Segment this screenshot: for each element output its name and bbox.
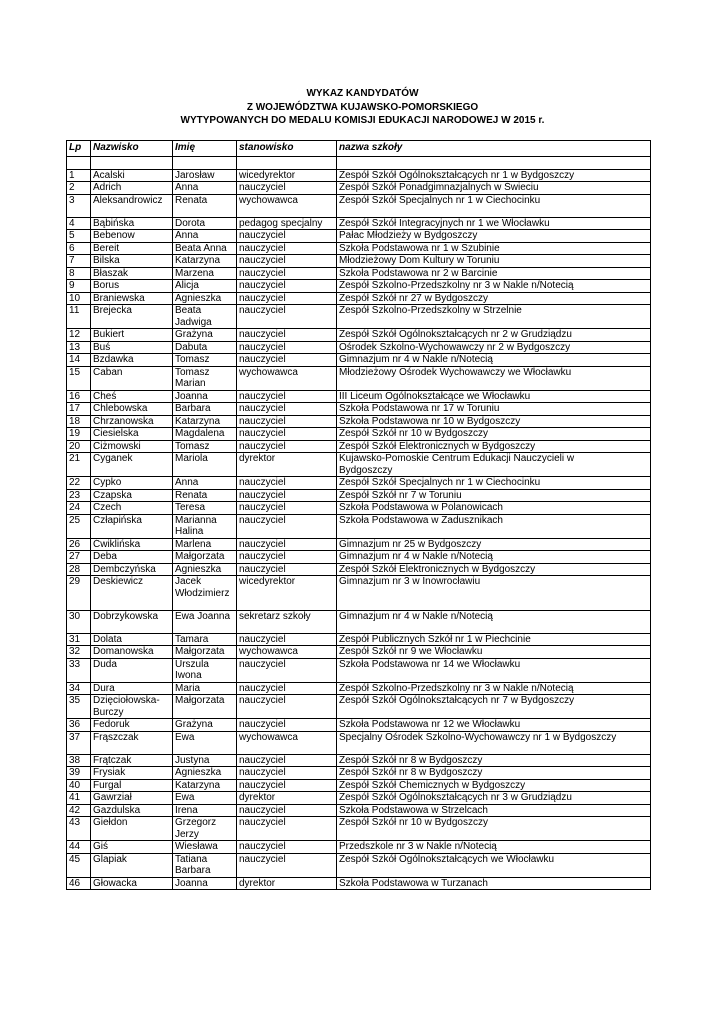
document-header [0,87,725,128]
header-line-2: Z WOJEWÓDZTWA KUJAWSKO-POMORSKIEGO [246,101,479,113]
cell-nazwa-szkoly: Zespół Szkół Specjalnych nr 1 w Ciechocinku [337,477,651,490]
table-row [67,646,651,659]
cell-stanowisko: nauczyciel [237,329,337,342]
cell-nazwa-szkoly: Zespół Szkół nr 8 w Bydgoszczy [337,754,651,767]
cell-stanowisko: sekretarz szkoły [237,610,337,633]
cell-nazwa-szkoly: Gimnazjum nr 25 w Bydgoszczy [337,538,651,551]
column-header-nazwisko: Nazwisko [91,141,173,157]
cell-nazwa-szkoly: Młodzieżowy Dom Kultury w Toruniu [337,255,651,268]
cell-nazwa-szkoly: Zespół Szkolno-Przedszkolny nr 3 w Nakle n/Notecią [337,682,651,695]
cell-nazwa-szkoly: Zespół Szkolno-Przedszkolny nr 3 w Nakle n/Notecią [337,280,651,293]
cell-lp: 2 [67,182,91,195]
cell-nazwa-szkoly: Zespół Publicznych Szkół nr 1 w Piechcinie [337,633,651,646]
cell-nazwisko: Bzdawka [91,354,173,367]
cell-imie: Jarosław [173,169,237,182]
cell-stanowisko: nauczyciel [237,280,337,293]
cell-imie: Agnieszka [173,292,237,305]
cell-stanowisko: nauczyciel [237,242,337,255]
cell-nazwisko: Ciesielska [91,428,173,441]
cell-lp: 17 [67,403,91,416]
table-row [67,633,651,646]
cell-imie: Katarzyna [173,415,237,428]
cell-nazwisko: Borus [91,280,173,293]
cell-lp: 44 [67,841,91,854]
cell-nazwisko: Buś [91,341,173,354]
cell-nazwa-szkoly: Gimnazjum nr 4 w Nakle n/Notecią [337,610,651,633]
cell-nazwa-szkoly: Gimnazjum nr 4 w Nakle n/Notecią [337,354,651,367]
cell-stanowisko: nauczyciel [237,477,337,490]
cell-nazwisko: Brejecka [91,305,173,329]
cell-nazwa-szkoly: Zespół Szkolno-Przedszkolny w Strzelnie [337,305,651,329]
cell-stanowisko: nauczyciel [237,658,337,682]
cell-lp: 15 [67,366,91,390]
table-row [67,354,651,367]
cell-lp: 43 [67,817,91,841]
cell-stanowisko: pedagog specjalny [237,217,337,230]
table-row [67,255,651,268]
cell-nazwisko: Glapiak [91,853,173,877]
cell-lp: 32 [67,646,91,659]
cell-lp: 8 [67,267,91,280]
cell-nazwisko: Aleksandrowicz [91,194,173,217]
cell-imie: Agnieszka [173,767,237,780]
table-row [67,415,651,428]
cell-imie: Joanna [173,390,237,403]
cell-stanowisko: nauczyciel [237,779,337,792]
cell-nazwisko: Cyganek [91,453,173,477]
cell-nazwisko: Chrzanowska [91,415,173,428]
cell-nazwisko: Dura [91,682,173,695]
cell-nazwisko: Ćwiklińska [91,538,173,551]
cell-nazwisko: Giś [91,841,173,854]
table-row [67,658,651,682]
cell-imie: Marianna Halina [173,514,237,538]
cell-lp: 21 [67,453,91,477]
cell-imie: Ewa [173,731,237,754]
cell-lp: 26 [67,538,91,551]
cell-imie: Tamara [173,633,237,646]
cell-imie: Magdalena [173,428,237,441]
cell-nazwisko: Dobrzykowska [91,610,173,633]
cell-imie: Beata Anna [173,242,237,255]
table-row [67,477,651,490]
cell-nazwa-szkoly: Szkoła Podstawowa nr 10 w Bydgoszczy [337,415,651,428]
table-row [67,428,651,441]
cell-stanowisko: nauczyciel [237,817,337,841]
cell-nazwa-szkoly: Młodzieżowy Ośrodek Wychowawczy we Włocławku [337,366,651,390]
cell-lp: 20 [67,440,91,453]
cell-nazwisko: Frątczak [91,754,173,767]
cell-imie: Barbara [173,403,237,416]
cell-stanowisko: wychowawca [237,646,337,659]
cell-nazwa-szkoly: Zespół Szkół Elektronicznych w Bydgoszczy [337,563,651,576]
cell-stanowisko: nauczyciel [237,551,337,564]
cell-imie: Joanna [173,877,237,890]
cell-nazwa-szkoly: Zespół Szkół Integracyjnych nr 1 we Włocławku [337,217,651,230]
header-line-1: WYKAZ KANDYDATÓW [306,88,419,99]
cell-nazwa-szkoly: Szkoła Podstawowa w Zadusznikach [337,514,651,538]
cell-nazwisko: Giełdon [91,817,173,841]
cell-stanowisko: nauczyciel [237,354,337,367]
cell-stanowisko: nauczyciel [237,440,337,453]
table-body [67,157,651,890]
table-row [67,217,651,230]
table-row [67,719,651,732]
cell-nazwisko: Bukiert [91,329,173,342]
table-spacer-row [67,157,651,170]
cell-lp: 19 [67,428,91,441]
cell-lp: 11 [67,305,91,329]
cell-nazwisko: Frysiak [91,767,173,780]
cell-nazwisko: Bilska [91,255,173,268]
table-row [67,792,651,805]
cell-nazwa-szkoly: Szkoła Podstawowa w Polanowicach [337,502,651,515]
cell-nazwa-szkoly: Zespół Szkół nr 9 we Włocławku [337,646,651,659]
cell-nazwa-szkoly: Zespół Szkół Ponadgimnazjalnych w Świeciu [337,182,651,195]
cell-nazwa-szkoly: Zespół Szkół Ogólnokształcących nr 7 w Bydgoszczy [337,695,651,719]
table-row [67,502,651,515]
column-header-imie: Imię [173,141,237,157]
cell-nazwisko: Caban [91,366,173,390]
cell-lp: 6 [67,242,91,255]
cell-lp: 34 [67,682,91,695]
cell-nazwa-szkoly: Zespół Szkół nr 7 w Toruniu [337,489,651,502]
table-row [67,341,651,354]
cell-imie: Marzena [173,267,237,280]
cell-nazwisko: Gazdulska [91,804,173,817]
cell-stanowisko: wychowawca [237,194,337,217]
cell-stanowisko: nauczyciel [237,754,337,767]
header-line-3: WYTYPOWANYCH DO MEDALU KOMISJI EDUKACJI NARODOWEJ W 2015 r. [180,115,545,126]
cell-stanowisko: nauczyciel [237,292,337,305]
cell-imie: Małgorzata [173,695,237,719]
table-row [67,305,651,329]
table-row [67,280,651,293]
cell-lp: 13 [67,341,91,354]
cell-stanowisko: dyrektor [237,453,337,477]
table-row [67,754,651,767]
cell-nazwisko: Czech [91,502,173,515]
cell-nazwisko: Chlebowska [91,403,173,416]
cell-imie: Renata [173,489,237,502]
cell-nazwisko: Gawrział [91,792,173,805]
table-row [67,841,651,854]
cell-stanowisko: dyrektor [237,877,337,890]
cell-stanowisko: nauczyciel [237,230,337,243]
cell-imie: Tomasz Marian [173,366,237,390]
cell-imie: Teresa [173,502,237,515]
cell-nazwa-szkoly: Przedszkole nr 3 w Nakle n/Notecią [337,841,651,854]
cell-nazwa-szkoly: Zespół Szkół Ogólnokształcących nr 3 w Grudziądzu [337,792,651,805]
cell-stanowisko: nauczyciel [237,633,337,646]
cell-lp: 41 [67,792,91,805]
cell-stanowisko: nauczyciel [237,255,337,268]
cell-nazwa-szkoly: Szkoła Podstawowa nr 2 w Barcinie [337,267,651,280]
table-row [67,779,651,792]
table-row [67,329,651,342]
cell-lp: 7 [67,255,91,268]
cell-nazwa-szkoly: Zespół Szkół nr 10 w Bydgoszczy [337,817,651,841]
cell-lp: 14 [67,354,91,367]
cell-nazwisko: Błaszak [91,267,173,280]
cell-stanowisko: nauczyciel [237,502,337,515]
table-row [67,551,651,564]
cell-lp: 23 [67,489,91,502]
table-row [67,366,651,390]
cell-nazwa-szkoly: Szkoła Podstawowa nr 1 w Szubinie [337,242,651,255]
cell-nazwa-szkoly: Zespół Szkół nr 8 w Bydgoszczy [337,767,651,780]
cell-nazwisko: Głowacka [91,877,173,890]
cell-lp: 22 [67,477,91,490]
cell-lp: 29 [67,576,91,611]
cell-nazwisko: Furgal [91,779,173,792]
cell-stanowisko: nauczyciel [237,841,337,854]
cell-imie: Grażyna [173,719,237,732]
cell-stanowisko: nauczyciel [237,804,337,817]
cell-stanowisko: nauczyciel [237,390,337,403]
cell-lp: 10 [67,292,91,305]
cell-imie: Irena [173,804,237,817]
cell-nazwa-szkoly: Zespół Szkół nr 27 w Bydgoszczy [337,292,651,305]
cell-nazwa-szkoly: Zespół Szkół Ogólnokształcących nr 1 w Bydgoszczy [337,169,651,182]
cell-stanowisko: nauczyciel [237,563,337,576]
cell-nazwisko: Dembczyńska [91,563,173,576]
cell-nazwisko: Frąszczak [91,731,173,754]
cell-nazwisko: Dzięciołowska- Burczy [91,695,173,719]
cell-lp: 28 [67,563,91,576]
cell-imie: Jacek Włodzimierz [173,576,237,611]
cell-stanowisko: nauczyciel [237,695,337,719]
table-row [67,230,651,243]
cell-nazwa-szkoly: Gimnazjum nr 4 w Nakle n/Notecią [337,551,651,564]
cell-imie: Maria [173,682,237,695]
cell-imie: Katarzyna [173,255,237,268]
table-row [67,267,651,280]
table-row [67,731,651,754]
table-row [67,563,651,576]
cell-nazwisko: Deba [91,551,173,564]
cell-imie: Tomasz [173,354,237,367]
cell-lp: 45 [67,853,91,877]
cell-imie: Małgorzata [173,551,237,564]
cell-stanowisko: nauczyciel [237,182,337,195]
cell-lp: 31 [67,633,91,646]
column-header-stanowisko: stanowisko [237,141,337,157]
table-row [67,242,651,255]
cell-nazwisko: Deskiewicz [91,576,173,611]
table-row [67,877,651,890]
cell-nazwa-szkoly: Szkoła Podstawowa w Strzelcach [337,804,651,817]
table-row [67,169,651,182]
cell-nazwisko: Cheś [91,390,173,403]
cell-nazwisko: Bebenow [91,230,173,243]
cell-nazwisko: Adrich [91,182,173,195]
cell-stanowisko: nauczyciel [237,489,337,502]
cell-nazwa-szkoly: Zespół Szkół Ogólnokształcących nr 2 w Grudziądzu [337,329,651,342]
cell-stanowisko: nauczyciel [237,403,337,416]
table-row [67,514,651,538]
cell-nazwisko: Ciżmowski [91,440,173,453]
table-header-row [67,141,651,157]
cell-nazwisko: Fedoruk [91,719,173,732]
cell-nazwa-szkoly: Zespół Szkół Specjalnych nr 1 w Ciechocinku [337,194,651,217]
cell-lp: 27 [67,551,91,564]
cell-imie: Grzegorz Jerzy [173,817,237,841]
cell-stanowisko: nauczyciel [237,682,337,695]
cell-stanowisko: wychowawca [237,366,337,390]
cell-nazwa-szkoly: Szkoła Podstawowa nr 14 we Włocławku [337,658,651,682]
cell-nazwa-szkoly: Zespół Szkół Elektronicznych w Bydgoszczy [337,440,651,453]
column-header-nazwa-szkoly: nazwa szkoły [337,141,651,157]
cell-nazwa-szkoly: Zespół Szkół nr 10 w Bydgoszczy [337,428,651,441]
cell-stanowisko: nauczyciel [237,341,337,354]
cell-imie: Anna [173,477,237,490]
cell-imie: Alicja [173,280,237,293]
cell-imie: Małgorzata [173,646,237,659]
cell-imie: Ewa [173,792,237,805]
cell-nazwa-szkoly: Szkoła Podstawowa nr 12 we Włocławku [337,719,651,732]
cell-nazwa-szkoly: Ośrodek Szkolno-Wychowawczy nr 2 w Bydgoszczy [337,341,651,354]
cell-stanowisko: wychowawca [237,731,337,754]
table-row [67,682,651,695]
cell-stanowisko: nauczyciel [237,415,337,428]
cell-nazwisko: Dolata [91,633,173,646]
table-row [67,804,651,817]
cell-imie: Urszula Iwona [173,658,237,682]
cell-nazwa-szkoly: Zespół Szkół Chemicznych w Bydgoszczy [337,779,651,792]
cell-lp: 33 [67,658,91,682]
cell-lp: 24 [67,502,91,515]
cell-nazwisko: Bereit [91,242,173,255]
cell-lp: 16 [67,390,91,403]
cell-imie: Anna [173,182,237,195]
table-row [67,403,651,416]
cell-lp: 1 [67,169,91,182]
cell-lp: 30 [67,610,91,633]
cell-stanowisko: wicedyrektor [237,169,337,182]
cell-nazwa-szkoly: Gimnazjum nr 3 w Inowrocławiu [337,576,651,611]
cell-imie: Beata Jadwiga [173,305,237,329]
cell-nazwisko: Bąbińska [91,217,173,230]
cell-lp: 36 [67,719,91,732]
cell-lp: 12 [67,329,91,342]
cell-stanowisko: nauczyciel [237,305,337,329]
table-row [67,538,651,551]
cell-stanowisko: nauczyciel [237,514,337,538]
table-row [67,489,651,502]
cell-lp: 5 [67,230,91,243]
cell-nazwisko: Duda [91,658,173,682]
table-row [67,576,651,611]
table-row [67,695,651,719]
cell-nazwa-szkoly: Kujawsko-Pomoskie Centrum Edukacji Nauczycieli w Bydgoszczy [337,453,651,477]
cell-lp: 40 [67,779,91,792]
cell-lp: 37 [67,731,91,754]
table-row [67,610,651,633]
cell-stanowisko: wicedyrektor [237,576,337,611]
cell-stanowisko: nauczyciel [237,853,337,877]
cell-lp: 9 [67,280,91,293]
table-row [67,292,651,305]
cell-imie: Ewa Joanna [173,610,237,633]
cell-imie: Anna [173,230,237,243]
cell-imie: Katarzyna [173,779,237,792]
table-row [67,390,651,403]
cell-imie: Mariola [173,453,237,477]
cell-nazwa-szkoly: Specjalny Ośrodek Szkolno-Wychowawczy nr 1 w Bydgoszczy [337,731,651,754]
cell-stanowisko: nauczyciel [237,538,337,551]
cell-nazwa-szkoly: III Liceum Ogólnokształcące we Włocławku [337,390,651,403]
cell-nazwisko: Domanowska [91,646,173,659]
cell-nazwisko: Braniewska [91,292,173,305]
cell-lp: 42 [67,804,91,817]
column-header-lp: Lp [67,141,91,157]
cell-imie: Justyna [173,754,237,767]
table-row [67,453,651,477]
cell-nazwisko: Czapska [91,489,173,502]
candidates-table [66,140,651,890]
cell-imie: Dabuta [173,341,237,354]
cell-nazwisko: Acalski [91,169,173,182]
cell-imie: Grażyna [173,329,237,342]
cell-imie: Tatiana Barbara [173,853,237,877]
cell-lp: 4 [67,217,91,230]
cell-nazwa-szkoly: Szkoła Podstawowa nr 17 w Toruniu [337,403,651,416]
cell-stanowisko: nauczyciel [237,267,337,280]
cell-lp: 25 [67,514,91,538]
cell-nazwa-szkoly: Zespół Szkół Ogólnokształcących we Włocławku [337,853,651,877]
cell-lp: 35 [67,695,91,719]
cell-lp: 46 [67,877,91,890]
cell-stanowisko: nauczyciel [237,719,337,732]
cell-nazwa-szkoly: Szkoła Podstawowa w Turzanach [337,877,651,890]
cell-imie: Wiesława [173,841,237,854]
cell-imie: Agnieszka [173,563,237,576]
table-row [67,194,651,217]
cell-lp: 18 [67,415,91,428]
table-row [67,817,651,841]
cell-lp: 3 [67,194,91,217]
cell-nazwisko: Cypko [91,477,173,490]
cell-lp: 39 [67,767,91,780]
cell-imie: Dorota [173,217,237,230]
cell-imie: Tomasz [173,440,237,453]
table-row [67,182,651,195]
cell-stanowisko: dyrektor [237,792,337,805]
cell-nazwa-szkoly: Pałac Młodzieży w Bydgoszczy [337,230,651,243]
cell-imie: Renata [173,194,237,217]
table-row [67,767,651,780]
cell-imie: Marlena [173,538,237,551]
table-row [67,440,651,453]
cell-lp: 38 [67,754,91,767]
cell-stanowisko: nauczyciel [237,767,337,780]
cell-stanowisko: nauczyciel [237,428,337,441]
cell-nazwisko: Człapińska [91,514,173,538]
table-row [67,853,651,877]
